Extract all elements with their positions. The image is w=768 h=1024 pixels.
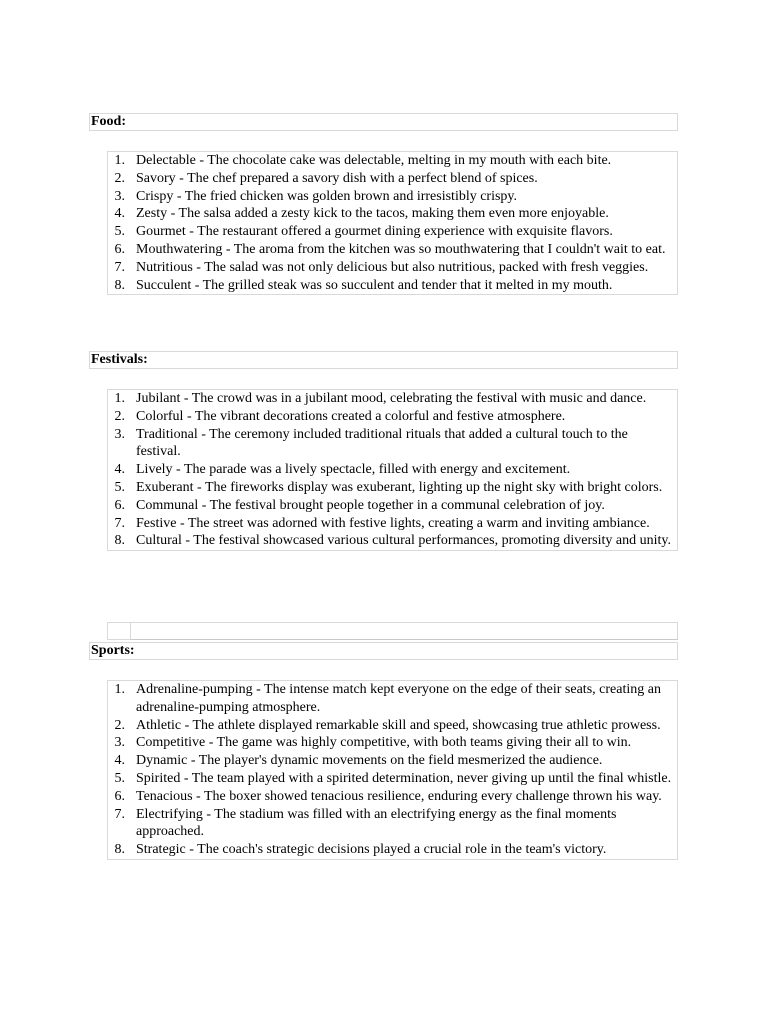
list-item: 2. Savory - The chef prepared a savory dish with a perfect blend of spices.	[114, 170, 538, 186]
list-item: 7. Electrifying - The stadium was filled with an electrifying energy as the final moments approached.	[114, 806, 617, 840]
list-item: 8. Strategic - The coach's strategic decisions played a crucial role in the team's victory.	[114, 842, 607, 858]
sports-list	[108, 681, 677, 859]
list-item: 5. Spirited - The team played with a spirited determination, never giving up until the final whistle.	[114, 770, 672, 786]
empty-table-cell	[130, 622, 678, 640]
festivals-heading: Festivals:	[89, 351, 678, 369]
list-item: 8. Cultural - The festival showcased various cultural performances, promoting diversity and unity.	[114, 533, 671, 549]
list-item: 4. Dynamic - The player's dynamic movements on the field mesmerized the audience.	[114, 753, 603, 769]
list-item: 7. Nutritious - The salad was not only delicious but also nutritious, packed with fresh veggies.	[114, 259, 649, 275]
list-item: 6. Communal - The festival brought people together in a communal celebration of joy.	[114, 497, 605, 513]
list-item: 6. Tenacious - The boxer showed tenacious resilience, enduring every challenge thrown his way.	[114, 788, 662, 804]
list-item: 1. Jubilant - The crowd was in a jubilant mood, celebrating the festival with music and dance.	[114, 391, 647, 406]
festivals-list	[108, 390, 677, 550]
list-item: 6. Mouthwatering - The aroma from the kitchen was so mouthwatering that I couldn't wait to eat.	[114, 241, 666, 257]
list-item: 5. Gourmet - The restaurant offered a gourmet dining experience with exquisite flavors.	[114, 224, 613, 240]
festivals-list-box	[107, 389, 678, 551]
list-item: 3. Competitive - The game was highly competitive, with both teams giving their all to win.	[114, 735, 632, 751]
list-item: 2. Athletic - The athlete displayed remarkable skill and speed, showcasing true athletic prowess.	[114, 717, 661, 733]
list-item: 8. Succulent - The grilled steak was so succulent and tender that it melted in my mouth.	[114, 277, 613, 293]
list-item: 3. Traditional - The ceremony included traditional rituals that added a cultural touch to the festival.	[114, 426, 628, 460]
list-item: 3. Crispy - The fried chicken was golden brown and irresistibly crispy.	[114, 188, 518, 204]
list-item: 1. Adrenaline-pumping - The intense match kept everyone on the edge of their seats, creating an adrenaline-pumping atmosphere.	[114, 682, 661, 715]
list-item: 4. Zesty - The salsa added a zesty kick to the tacos, making them even more enjoyable.	[114, 206, 609, 222]
food-list-box	[107, 151, 678, 295]
food-heading: Food:	[89, 113, 678, 131]
list-item: 4. Lively - The parade was a lively spectacle, filled with energy and excitement.	[114, 462, 571, 478]
sports-list-box	[107, 680, 678, 860]
list-item: 7. Festive - The street was adorned with festive lights, creating a warm and inviting ambiance.	[114, 515, 650, 531]
empty-table-row	[107, 622, 678, 640]
list-item: 1. Delectable - The chocolate cake was delectable, melting in my mouth with each bite.	[114, 153, 612, 168]
sports-heading: Sports:	[89, 642, 678, 660]
list-item: 2. Colorful - The vibrant decorations created a colorful and festive atmosphere.	[114, 408, 566, 424]
list-item: 5. Exuberant - The fireworks display was exuberant, lighting up the night sky with bright colors.	[114, 479, 663, 495]
food-list	[108, 152, 677, 294]
